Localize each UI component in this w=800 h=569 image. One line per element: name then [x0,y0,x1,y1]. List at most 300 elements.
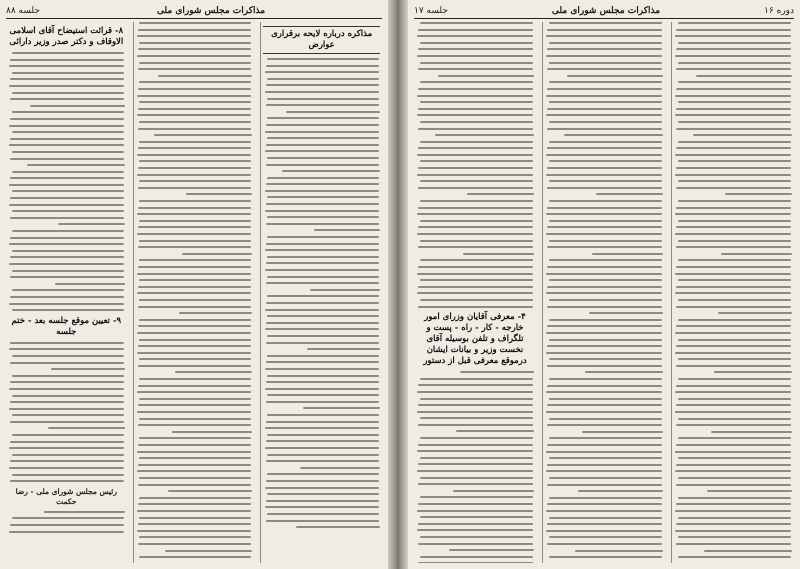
text-line [420,437,533,439]
text-line [676,286,790,288]
text-line [266,104,379,106]
text-line [678,160,791,162]
text-line [418,29,532,31]
text-line [137,391,251,393]
left-page-columns [6,22,382,563]
text-line [678,497,791,499]
right-page-column-2 [542,22,665,563]
text-line [420,42,533,44]
text-line [546,332,662,334]
right-header-session: جلسه ۱۷ [414,6,448,16]
left-header-session: جلسه ۸۸ [6,6,40,16]
text-line [420,299,533,301]
text-line [10,524,123,526]
text-line [265,249,379,251]
text-line [676,226,790,228]
text-line [282,170,380,172]
text-line [678,259,791,261]
text-line [266,124,379,126]
text-line [265,210,379,212]
text-line [266,381,379,383]
text-line [420,160,533,162]
text-line [676,484,790,486]
text-line [158,75,253,77]
right-page-column-1 [671,22,794,563]
text-line [676,365,790,367]
text-line [12,151,124,153]
text-line [138,147,251,149]
text-line [267,434,379,436]
text-line [186,193,253,195]
text-line [12,92,124,94]
text-line [676,147,790,149]
text-line [9,531,123,533]
text-line [314,229,381,231]
text-line [9,447,123,449]
text-line [58,223,125,225]
text-line [596,193,663,195]
text-line [267,78,379,80]
text-line [138,464,251,466]
text-line [310,289,380,291]
text-line [266,84,379,86]
text-line [265,309,379,311]
text-line [266,302,379,304]
text-line [589,312,663,314]
text-line [139,259,251,261]
text-line [9,65,123,67]
text-line [139,536,251,538]
text-line [139,339,251,341]
text-line [546,411,662,413]
text-line [675,510,791,512]
text-line [547,48,661,50]
text-line [418,68,532,70]
text-line [418,463,532,465]
text-line [307,348,381,350]
text-line [678,319,791,321]
text-line [139,358,251,360]
text-line [676,345,790,347]
text-line [418,147,532,149]
text-line [675,332,791,334]
text-line [265,71,379,73]
text-line [139,517,251,519]
text-line [675,292,791,294]
text-line [417,154,533,156]
text-line [139,220,251,222]
text-line [676,29,790,31]
text-line [418,444,532,446]
text-line [165,550,253,552]
text-line [266,480,379,482]
text-line [137,292,251,294]
text-line [10,276,123,278]
text-line [267,493,379,495]
text-line [418,108,532,110]
text-line [139,180,251,182]
text-line [12,270,124,272]
text-line [675,55,791,57]
text-line [549,42,662,44]
text-line [592,253,663,255]
text-line [547,207,661,209]
text-line [266,183,379,185]
text-line [138,108,251,110]
text-line [714,371,792,373]
text-line [547,444,661,446]
text-line [12,517,124,519]
text-line [676,88,790,90]
text-line [12,474,124,476]
text-line [267,157,379,159]
text-line [9,204,123,206]
text-line [265,91,379,93]
text-line [582,431,663,433]
text-line [546,114,662,116]
text-line [418,404,532,406]
text-line [267,137,379,139]
text-line [418,523,532,525]
text-line [266,460,379,462]
text-line [48,427,125,429]
section-heading: ۹- تعیین موقع جلسه بعد - ختم جلسه [11,315,122,337]
text-line [12,171,124,173]
text-line [418,207,532,209]
text-line [300,467,381,469]
text-line [547,246,661,248]
text-line [139,497,251,499]
text-line [675,470,791,472]
text-line [549,517,662,519]
text-line [420,180,533,182]
text-line [678,62,791,64]
text-line [418,543,532,545]
text-line [704,550,793,552]
text-line [12,355,124,357]
text-line [267,276,379,278]
text-line [435,134,534,136]
text-line [549,418,662,420]
text-line [265,368,379,370]
text-line [549,62,662,64]
text-line [549,339,662,341]
text-line [676,424,790,426]
text-line [420,516,533,518]
left-page-header [6,4,382,19]
text-line [418,266,532,268]
text-line [265,269,379,271]
text-line [675,114,791,116]
text-line [420,220,533,222]
text-line [137,352,251,354]
text-line [138,226,251,228]
text-line [456,430,534,432]
text-line [267,375,379,377]
left-header-title: مذاکرات مجلس شورای ملی [156,6,266,16]
text-line [418,503,532,505]
text-line [696,75,792,77]
text-line [547,226,661,228]
text-line [137,451,251,453]
text-line [9,303,123,305]
text-line [676,325,790,327]
text-line [10,118,123,120]
text-line [417,391,533,393]
text-line [44,511,125,513]
text-line [675,530,791,532]
text-line [417,95,533,97]
text-line [10,59,123,61]
text-line [676,306,790,308]
text-line [417,114,533,116]
text-line [12,111,124,113]
text-line [139,556,251,558]
text-line [549,497,662,499]
text-line [678,457,791,459]
text-line [139,81,251,83]
text-line [420,378,533,380]
text-line [10,217,123,219]
text-line [546,55,662,57]
text-line [549,319,662,321]
text-line [546,233,662,235]
text-line [417,292,533,294]
text-line [267,216,379,218]
section-heading: ۴- معرفی آقایان وزرای امور خارجه - کار - راه - پست و تلگراف و تلفن بوسیله آقای نخست وزیر و بیانات ایشان درموقع معرفی قبل از دستور [423,312,527,367]
text-line [418,286,532,288]
text-line [420,417,533,419]
text-line [10,460,123,462]
text-line [417,174,533,176]
text-line [267,414,379,416]
text-line [267,335,379,337]
text-line [266,203,379,205]
text-line [139,279,251,281]
text-line [30,105,125,107]
text-line [676,68,790,70]
text-line [10,381,123,383]
text-line [139,121,251,123]
text-line [266,342,379,344]
text-line [678,517,791,519]
text-line [138,424,251,426]
right-page-header [414,4,794,19]
text-line [12,72,124,74]
text-line [265,427,379,429]
text-line [418,424,532,426]
text-line [418,128,532,130]
text-line [418,384,532,386]
text-line [418,187,532,189]
text-line [138,207,251,209]
text-line [137,55,251,57]
text-line [138,306,251,308]
text-line [676,464,790,466]
text-line [676,404,790,406]
text-line [139,160,251,162]
text-line [267,58,379,60]
text-line [417,273,533,275]
text-line [182,253,252,255]
text-line [546,292,662,294]
text-line [676,523,790,525]
text-line [449,549,534,551]
text-line [549,536,662,538]
text-line [266,322,379,324]
text-line [547,88,661,90]
text-line [676,167,790,169]
text-line [10,401,123,403]
text-line [139,457,251,459]
text-line [549,437,662,439]
text-line [10,78,123,80]
text-line [549,279,662,281]
text-line [138,365,251,367]
text-line [9,263,123,265]
text-line [549,457,662,459]
text-line [546,174,662,176]
text-line [137,411,251,413]
text-line [139,319,251,321]
text-line [138,286,251,288]
text-line [564,134,663,136]
text-line [547,147,661,149]
text-line [303,407,380,409]
text-line [10,342,123,344]
text-line [707,490,792,492]
text-line [265,328,379,330]
text-line [547,29,661,31]
text-line [549,22,662,24]
text-line [420,81,533,83]
text-line [27,164,125,166]
text-line [676,543,790,545]
text-line [546,352,662,354]
text-line [547,523,661,525]
text-line [9,85,123,87]
text-line [420,200,533,202]
text-line [547,365,661,367]
text-line [676,385,790,387]
text-line [12,289,124,291]
text-line [578,490,663,492]
text-line [137,114,251,116]
text-line [10,441,123,443]
section-heading: ۸- قرائت استیضاح آقای اسلامی الاوقاف و دکتر صدر وزیر دارائی [9,26,124,47]
text-line [547,484,661,486]
text-line [420,22,533,24]
text-line [549,477,662,479]
section-heading: مذاکره درباره لایحه برقراری عوارض [263,26,380,54]
text-line [420,62,533,64]
text-line [12,309,124,311]
text-line [137,174,251,176]
right-header-period: دوره ۱۶ [764,6,794,16]
text-line [266,520,379,522]
text-line [549,556,662,558]
text-line [678,240,791,242]
text-line [417,470,533,472]
text-line [418,483,532,485]
text-line [139,22,251,24]
text-line [547,68,661,70]
text-line [678,556,791,558]
text-line [418,167,532,169]
text-line [547,108,661,110]
text-line [138,385,251,387]
text-line [678,418,791,420]
text-line [139,378,251,380]
text-line [266,361,379,363]
text-line [547,345,661,347]
text-line [12,434,124,436]
text-line [12,375,124,377]
text-line [718,312,792,314]
text-line [675,451,791,453]
text-line [267,473,379,475]
text-line [138,325,251,327]
text-line [678,81,791,83]
text-line [12,131,124,133]
text-line [417,411,533,413]
text-line [549,220,662,222]
text-line [460,371,534,373]
right-page [408,0,800,569]
text-line [138,523,251,525]
text-line [137,470,251,472]
text-line [172,431,253,433]
text-line [266,223,379,225]
text-line [546,470,662,472]
text-line [675,391,791,393]
text-line [547,325,661,327]
text-line [546,510,662,512]
text-line [12,414,124,416]
text-line [10,177,123,179]
text-line [546,391,662,393]
text-line [139,240,251,242]
text-line [546,154,662,156]
text-line [575,550,664,552]
text-line [179,312,253,314]
text-line [547,424,661,426]
text-line [12,52,124,54]
text-line [546,530,662,532]
text-line [420,279,533,281]
text-line [420,398,533,400]
text-line [418,562,532,563]
text-line [51,368,125,370]
text-line [547,503,661,505]
text-line [420,556,533,558]
text-line [420,536,533,538]
text-line [546,35,662,37]
text-line [549,259,662,261]
text-line [678,398,791,400]
text-line [547,266,661,268]
text-line [266,421,379,423]
text-line [678,220,791,222]
text-line [547,404,661,406]
text-line [266,282,379,284]
text-line [138,444,251,446]
text-line [9,467,123,469]
text-line [549,160,662,162]
text-line [265,487,379,489]
text-line [266,440,379,442]
text-line [267,256,379,258]
